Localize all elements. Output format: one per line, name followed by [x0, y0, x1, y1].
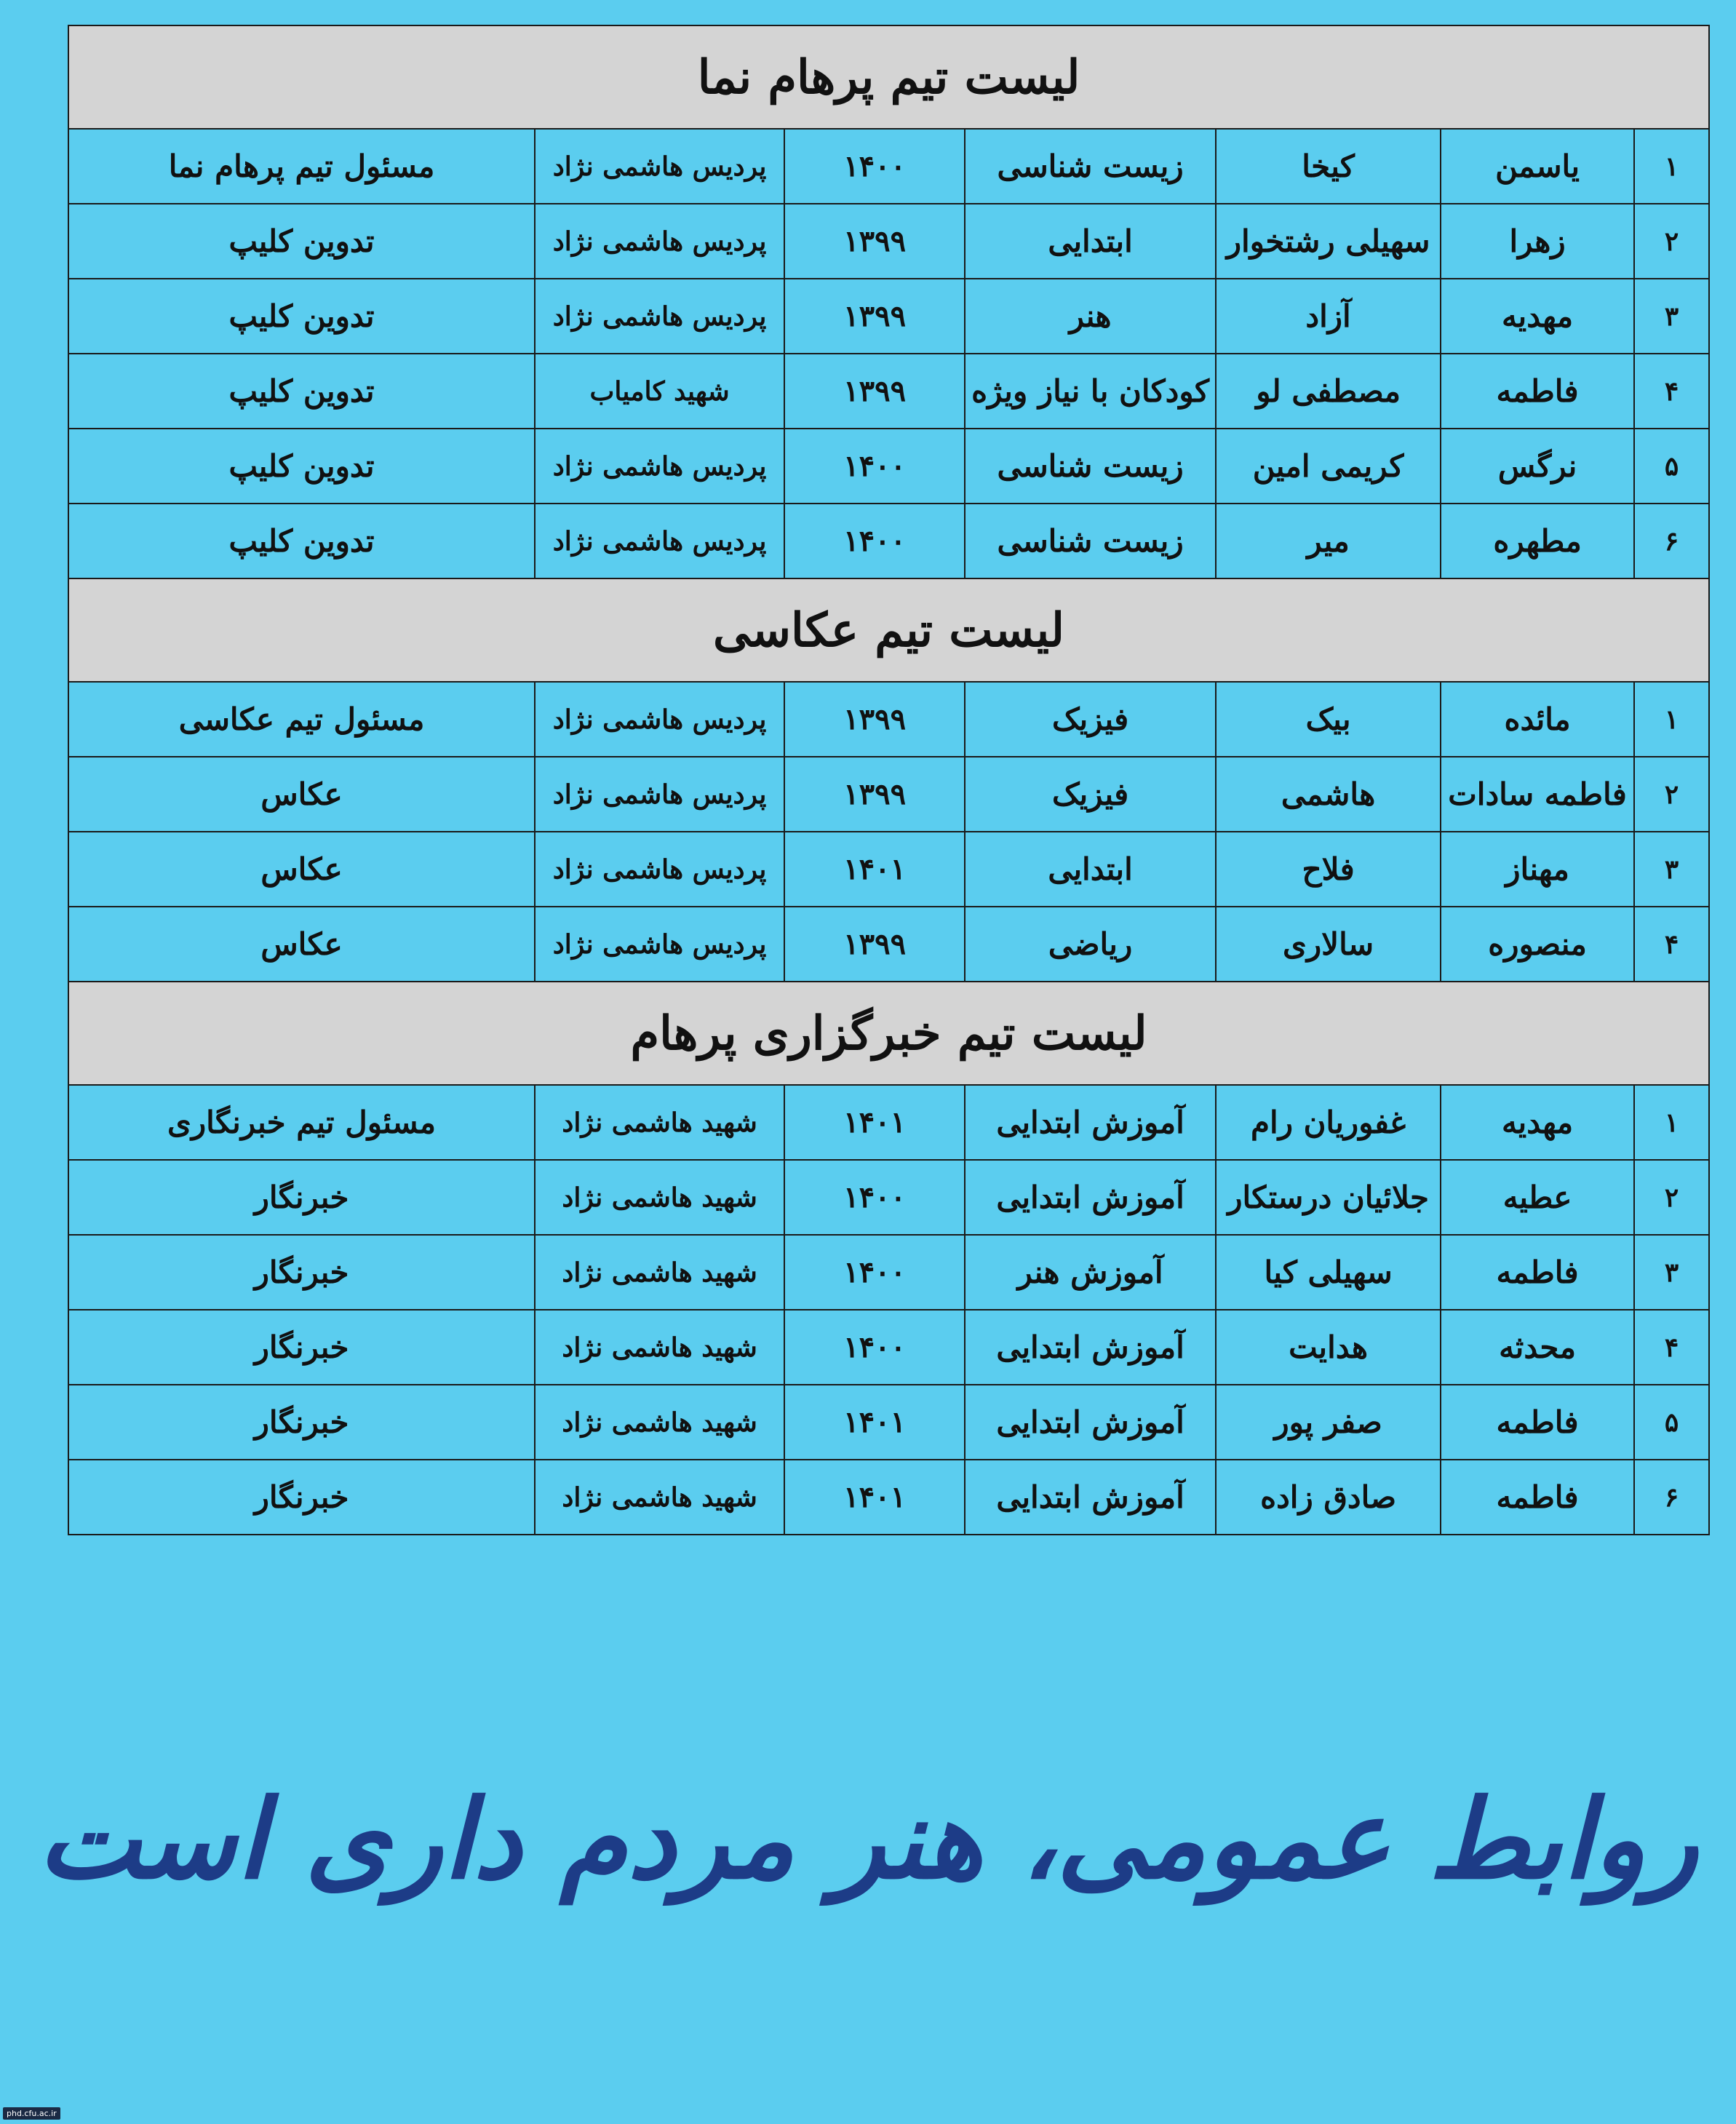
campus-cell: پردیس هاشمی نژاد: [535, 504, 784, 578]
first-name-cell: مائده: [1441, 682, 1634, 757]
entry-year-cell: ۱۳۹۹: [784, 204, 965, 279]
table-row: [68, 1085, 1709, 1160]
section-title: لیست تیم پرهام نما: [68, 25, 1709, 129]
role-cell: تدوین کلیپ: [68, 354, 535, 429]
section-header-row: [68, 578, 1709, 682]
row-number: ۶: [1634, 504, 1709, 578]
last-name-cell: فلاح: [1216, 832, 1441, 907]
last-name-cell: هدایت: [1216, 1310, 1441, 1385]
first-name-cell: عطیه: [1441, 1160, 1634, 1235]
role-cell: خبرنگار: [68, 1160, 535, 1235]
last-name-cell: آزاد: [1216, 279, 1441, 354]
entry-year-cell: ۱۴۰۰: [784, 1235, 965, 1310]
first-name-cell: مهدیه: [1441, 279, 1634, 354]
last-name-cell: هاشمی: [1216, 757, 1441, 832]
first-name-cell: فاطمه سادات: [1441, 757, 1634, 832]
table-row: [68, 1460, 1709, 1535]
first-name-cell: نرگس: [1441, 429, 1634, 504]
campus-cell: شهید هاشمی نژاد: [535, 1235, 784, 1310]
table-row: [68, 1385, 1709, 1460]
row-number: ۵: [1634, 1385, 1709, 1460]
first-name-cell: مهناز: [1441, 832, 1634, 907]
role-cell: خبرنگار: [68, 1385, 535, 1460]
field-of-study-cell: زیست شناسی: [965, 429, 1216, 504]
row-number: ۲: [1634, 204, 1709, 279]
role-cell: خبرنگار: [68, 1235, 535, 1310]
section-title: لیست تیم خبرگزاری پرهام: [68, 982, 1709, 1085]
field-of-study-cell: فیزیک: [965, 757, 1216, 832]
last-name-cell: میر: [1216, 504, 1441, 578]
last-name-cell: غفوریان رام: [1216, 1085, 1441, 1160]
field-of-study-cell: ابتدایی: [965, 832, 1216, 907]
campus-cell: شهید هاشمی نژاد: [535, 1310, 784, 1385]
field-of-study-cell: آموزش ابتدایی: [965, 1310, 1216, 1385]
last-name-cell: صفر پور: [1216, 1385, 1441, 1460]
row-number: ۱: [1634, 1085, 1709, 1160]
first-name-cell: فاطمه: [1441, 354, 1634, 429]
last-name-cell: سهیلی رشتخوار: [1216, 204, 1441, 279]
table-row: [68, 1235, 1709, 1310]
last-name-cell: سالاری: [1216, 907, 1441, 982]
campus-cell: پردیس هاشمی نژاد: [535, 279, 784, 354]
first-name-cell: مهدیه: [1441, 1085, 1634, 1160]
last-name-cell: جلائیان درستکار: [1216, 1160, 1441, 1235]
table-row: [68, 129, 1709, 204]
last-name-cell: سهیلی کیا: [1216, 1235, 1441, 1310]
table-row: [68, 832, 1709, 907]
table-row: [68, 354, 1709, 429]
campus-cell: پردیس هاشمی نژاد: [535, 129, 784, 204]
row-number: ۳: [1634, 279, 1709, 354]
entry-year-cell: ۱۳۹۹: [784, 757, 965, 832]
role-cell: خبرنگار: [68, 1310, 535, 1385]
section-title: لیست تیم عکاسی: [68, 578, 1709, 682]
role-cell: عکاس: [68, 907, 535, 982]
first-name-cell: مطهره: [1441, 504, 1634, 578]
field-of-study-cell: آموزش هنر: [965, 1235, 1216, 1310]
field-of-study-cell: زیست شناسی: [965, 504, 1216, 578]
role-cell: تدوین کلیپ: [68, 504, 535, 578]
table-row: [68, 504, 1709, 578]
first-name-cell: فاطمه: [1441, 1460, 1634, 1535]
table-row: [68, 429, 1709, 504]
campus-cell: شهید هاشمی نژاد: [535, 1385, 784, 1460]
role-cell: مسئول تیم پرهام نما: [68, 129, 535, 204]
first-name-cell: فاطمه: [1441, 1235, 1634, 1310]
field-of-study-cell: هنر: [965, 279, 1216, 354]
site-watermark: phd.cfu.ac.ir: [3, 2107, 60, 2120]
role-cell: مسئول تیم عکاسی: [68, 682, 535, 757]
row-number: ۴: [1634, 907, 1709, 982]
campus-cell: شهید کامیاب: [535, 354, 784, 429]
role-cell: تدوین کلیپ: [68, 204, 535, 279]
first-name-cell: زهرا: [1441, 204, 1634, 279]
entry-year-cell: ۱۴۰۰: [784, 1160, 965, 1235]
role-cell: مسئول تیم خبرنگاری: [68, 1085, 535, 1160]
role-cell: خبرنگار: [68, 1460, 535, 1535]
last-name-cell: کیخا: [1216, 129, 1441, 204]
table-row: [68, 279, 1709, 354]
field-of-study-cell: آموزش ابتدایی: [965, 1385, 1216, 1460]
entry-year-cell: ۱۴۰۰: [784, 429, 965, 504]
table-row: [68, 757, 1709, 832]
field-of-study-cell: آموزش ابتدایی: [965, 1085, 1216, 1160]
role-cell: عکاس: [68, 757, 535, 832]
row-number: ۶: [1634, 1460, 1709, 1535]
campus-cell: پردیس هاشمی نژاد: [535, 204, 784, 279]
entry-year-cell: ۱۴۰۰: [784, 129, 965, 204]
last-name-cell: مصطفی لو: [1216, 354, 1441, 429]
table-row: [68, 204, 1709, 279]
table-row: [68, 682, 1709, 757]
entry-year-cell: ۱۴۰۱: [784, 1385, 965, 1460]
role-cell: تدوین کلیپ: [68, 279, 535, 354]
field-of-study-cell: فیزیک: [965, 682, 1216, 757]
table-row: [68, 1160, 1709, 1235]
campus-cell: پردیس هاشمی نژاد: [535, 682, 784, 757]
entry-year-cell: ۱۳۹۹: [784, 354, 965, 429]
row-number: ۳: [1634, 832, 1709, 907]
field-of-study-cell: ابتدایی: [965, 204, 1216, 279]
role-cell: تدوین کلیپ: [68, 429, 535, 504]
campus-cell: پردیس هاشمی نژاد: [535, 429, 784, 504]
row-number: ۴: [1634, 1310, 1709, 1385]
field-of-study-cell: آموزش ابتدایی: [965, 1460, 1216, 1535]
entry-year-cell: ۱۴۰۰: [784, 1310, 965, 1385]
table-row: [68, 907, 1709, 982]
entry-year-cell: ۱۳۹۹: [784, 682, 965, 757]
row-number: ۱: [1634, 682, 1709, 757]
section-header-row: [68, 25, 1709, 129]
field-of-study-cell: زیست شناسی: [965, 129, 1216, 204]
field-of-study-cell: ریاضی: [965, 907, 1216, 982]
section-header-row: [68, 982, 1709, 1085]
first-name-cell: فاطمه: [1441, 1385, 1634, 1460]
entry-year-cell: ۱۳۹۹: [784, 279, 965, 354]
campus-cell: پردیس هاشمی نژاد: [535, 832, 784, 907]
entry-year-cell: ۱۴۰۰: [784, 504, 965, 578]
campus-cell: پردیس هاشمی نژاد: [535, 907, 784, 982]
table-row: [68, 1310, 1709, 1385]
footer-motto: روابط عمومی، هنر مردم داری است: [37, 1775, 1699, 1904]
row-number: ۲: [1634, 1160, 1709, 1235]
campus-cell: شهید هاشمی نژاد: [535, 1460, 784, 1535]
row-number: ۴: [1634, 354, 1709, 429]
role-cell: عکاس: [68, 832, 535, 907]
first-name-cell: منصوره: [1441, 907, 1634, 982]
first-name-cell: محدثه: [1441, 1310, 1634, 1385]
field-of-study-cell: آموزش ابتدایی: [965, 1160, 1216, 1235]
campus-cell: شهید هاشمی نژاد: [535, 1160, 784, 1235]
campus-cell: شهید هاشمی نژاد: [535, 1085, 784, 1160]
entry-year-cell: ۱۳۹۹: [784, 907, 965, 982]
row-number: ۲: [1634, 757, 1709, 832]
last-name-cell: صادق زاده: [1216, 1460, 1441, 1535]
entry-year-cell: ۱۴۰۱: [784, 1085, 965, 1160]
entry-year-cell: ۱۴۰۱: [784, 832, 965, 907]
entry-year-cell: ۱۴۰۱: [784, 1460, 965, 1535]
last-name-cell: بیک: [1216, 682, 1441, 757]
field-of-study-cell: کودکان با نیاز ویژه: [965, 354, 1216, 429]
row-number: ۳: [1634, 1235, 1709, 1310]
row-number: ۱: [1634, 129, 1709, 204]
campus-cell: پردیس هاشمی نژاد: [535, 757, 784, 832]
row-number: ۵: [1634, 429, 1709, 504]
first-name-cell: یاسمن: [1441, 129, 1634, 204]
team-roster-table: [68, 25, 1710, 1535]
last-name-cell: کریمی امین: [1216, 429, 1441, 504]
